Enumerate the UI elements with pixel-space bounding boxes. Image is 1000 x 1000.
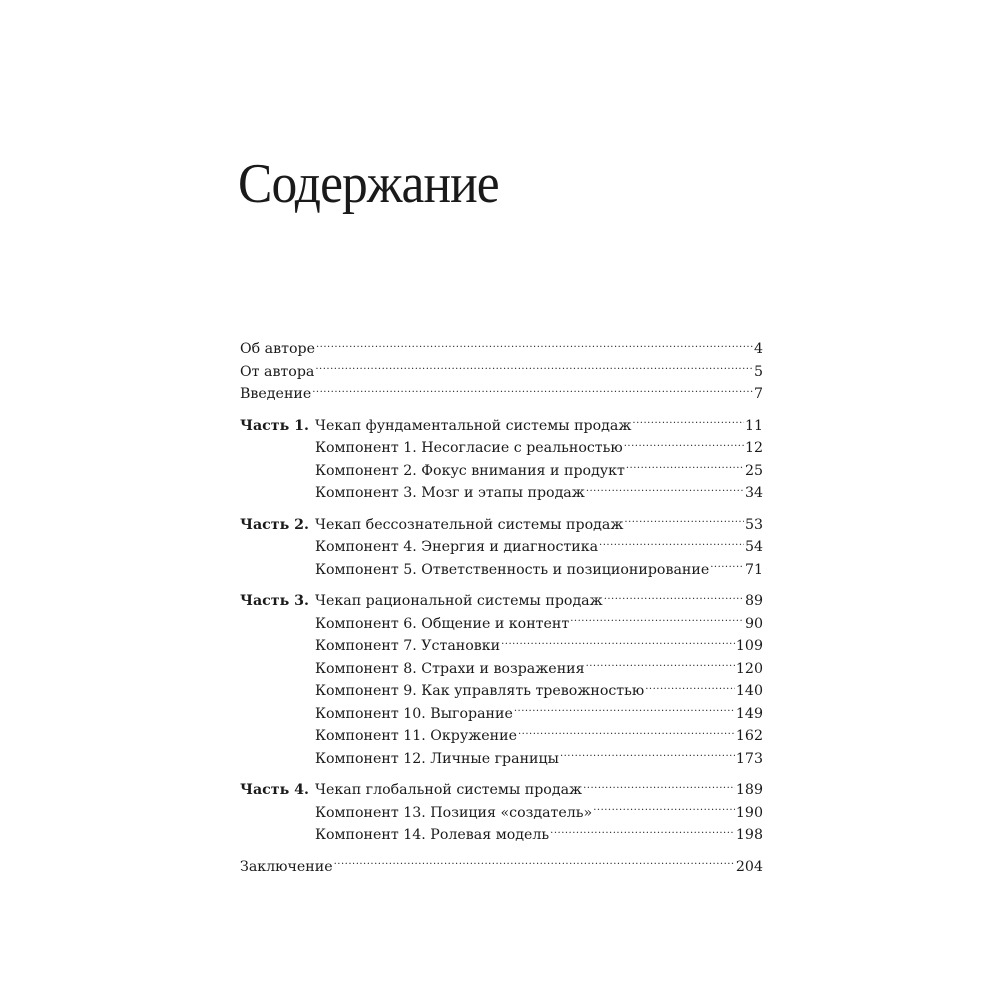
toc-entry-label: Компонент 9. Как управлять тревожностью	[315, 683, 645, 699]
dot-leader	[560, 748, 735, 762]
toc-entry-introduction[interactable]	[240, 383, 763, 406]
toc-part-4[interactable]	[240, 779, 763, 802]
toc-component-3[interactable]	[240, 482, 763, 505]
dot-leader	[604, 591, 744, 605]
toc-component-9[interactable]	[240, 680, 763, 703]
toc-entry-page: 25	[744, 462, 763, 479]
toc-entry-page: 11	[744, 417, 763, 434]
toc-entry-label: Компонент 1. Несогласие с реальностью	[315, 440, 623, 456]
toc-entry-label: Компонент 11. Окружение	[315, 728, 517, 744]
part-number: Часть 4.	[240, 782, 309, 798]
toc-entry-page: 4	[753, 341, 763, 357]
toc-entry-label: Компонент 2. Фокус внимания и продукт	[315, 462, 625, 479]
toc-entry-label: Заключение	[240, 858, 333, 875]
toc-entry-from-author[interactable]	[240, 361, 763, 384]
toc-component-10[interactable]	[240, 703, 763, 726]
toc-entry-label: Об авторе	[240, 341, 315, 357]
toc-entry-label: Компонент 14. Ролевая модель	[315, 827, 550, 843]
toc-entry-label: Компонент 10. Выгорание	[315, 705, 513, 722]
toc-entry-page: 54	[744, 539, 763, 555]
toc-entry-label: Компонент 8. Страхи и возражения	[315, 660, 585, 677]
part-number: Часть 3.	[240, 593, 309, 609]
toc-component-13[interactable]	[240, 802, 763, 825]
toc-entry-label: Компонент 6. Общение и контент	[315, 615, 570, 632]
toc-entry-page: 120	[735, 660, 763, 677]
toc-entry-page: 90	[744, 615, 763, 632]
dot-leader	[624, 514, 744, 528]
toc-component-2[interactable]	[240, 460, 763, 483]
toc-entry-about-author[interactable]	[240, 338, 763, 361]
dot-leader	[570, 613, 744, 627]
toc-entry-page: 34	[744, 485, 763, 501]
toc-component-6[interactable]	[240, 613, 763, 636]
dot-leader	[334, 856, 735, 870]
toc-entry-label: Введение	[240, 386, 312, 402]
toc-entry-label: Чекап рациональной системы продаж	[315, 593, 603, 609]
toc-entry-label: Компонент 13. Позиция «создатель»	[315, 804, 593, 821]
toc-entry-page: 140	[735, 683, 763, 699]
toc-component-5[interactable]	[240, 559, 763, 582]
toc-component-11[interactable]	[240, 725, 763, 748]
toc-entry-label: От автора	[240, 363, 315, 380]
toc-entry-page: 204	[735, 858, 763, 875]
toc-entry-label: Чекап бессознательной системы продаж	[315, 516, 624, 533]
toc-component-4[interactable]	[240, 536, 763, 559]
toc-entry-label: Компонент 7. Установки	[315, 638, 501, 654]
toc-entry-conclusion[interactable]	[240, 856, 763, 879]
dot-leader	[312, 384, 753, 398]
dot-leader	[316, 339, 753, 353]
part-number: Часть 2.	[240, 516, 309, 533]
dot-leader	[710, 559, 744, 573]
dot-leader	[518, 726, 735, 740]
page-title: Содержание	[238, 152, 499, 215]
toc-entry-page: 162	[735, 728, 763, 744]
toc-part-2[interactable]	[240, 514, 763, 537]
toc-entry-page: 7	[753, 386, 763, 402]
toc-part-3[interactable]	[240, 590, 763, 613]
toc-entry-page: 5	[753, 363, 763, 380]
toc-entry-label: Компонент 4. Энергия и диагностика	[315, 539, 599, 555]
dot-leader	[514, 703, 735, 717]
toc-component-12[interactable]	[240, 748, 763, 771]
dot-leader	[632, 415, 744, 429]
toc-entry-page: 198	[735, 827, 763, 843]
dot-leader	[586, 483, 744, 497]
toc-entry-label: Компонент 12. Личные границы	[315, 750, 559, 767]
dot-leader	[583, 780, 735, 794]
toc-entry-page: 173	[735, 750, 763, 767]
toc-entry-label: Компонент 3. Мозг и этапы продаж	[315, 485, 585, 501]
dot-leader	[645, 681, 735, 695]
dot-leader	[626, 460, 744, 474]
toc-component-7[interactable]	[240, 635, 763, 658]
dot-leader	[501, 636, 735, 650]
dot-leader	[624, 438, 744, 452]
table-of-contents	[240, 338, 763, 878]
toc-entry-label: Чекап глобальной системы продаж	[315, 782, 583, 798]
toc-component-8[interactable]	[240, 658, 763, 681]
toc-entry-page: 12	[744, 440, 763, 456]
dot-leader	[593, 802, 735, 816]
toc-entry-page: 71	[744, 561, 763, 578]
dot-leader	[550, 825, 735, 839]
toc-component-14[interactable]	[240, 824, 763, 847]
toc-entry-page: 53	[744, 516, 763, 533]
toc-entry-page: 89	[744, 593, 763, 609]
toc-entry-label: Чекап фундаментальной системы продаж	[315, 417, 632, 434]
toc-entry-page: 189	[735, 782, 763, 798]
toc-entry-page: 149	[735, 705, 763, 722]
part-number: Часть 1.	[240, 417, 309, 434]
dot-leader	[586, 658, 735, 672]
dot-leader	[315, 361, 753, 375]
toc-entry-label: Компонент 5. Ответственность и позиционирование	[315, 561, 710, 578]
dot-leader	[599, 537, 744, 551]
toc-component-1[interactable]	[240, 437, 763, 460]
toc-part-1[interactable]	[240, 415, 763, 438]
toc-entry-page: 190	[735, 804, 763, 821]
toc-entry-page: 109	[735, 638, 763, 654]
